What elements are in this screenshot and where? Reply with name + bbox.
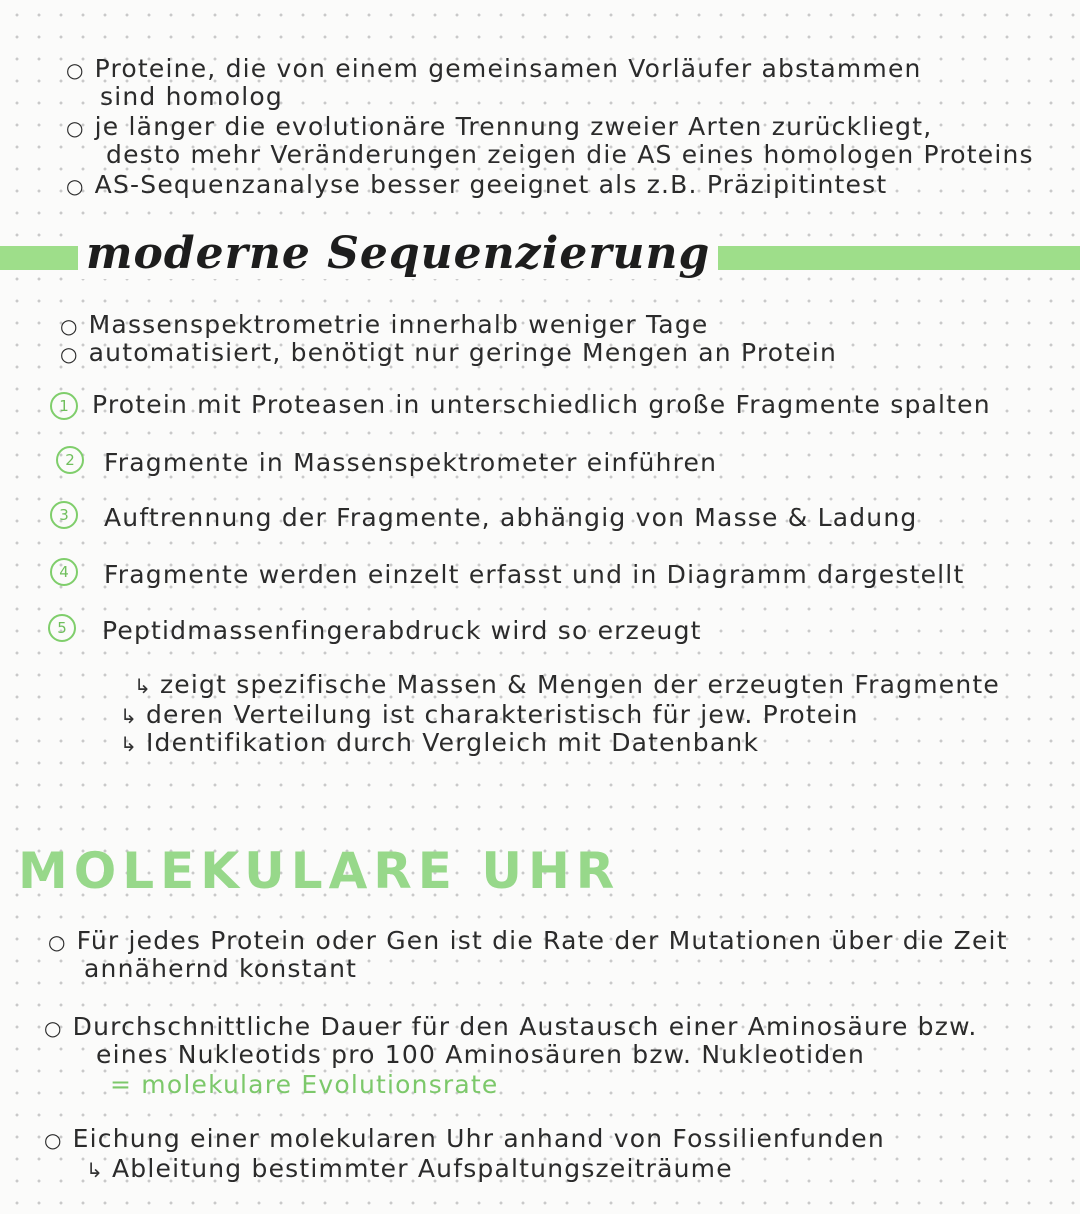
step-number-4-icon: 4 xyxy=(50,558,78,586)
hooked-arrow-icon: ↳ xyxy=(134,674,152,698)
open-circle-bullet-icon: ○ xyxy=(66,58,85,82)
intro-bullet-2-cont: desto mehr Veränderungen zeigen die AS eines homologen Proteins xyxy=(106,140,1034,169)
hooked-arrow-icon: ↳ xyxy=(120,704,138,728)
step-number-5-icon: 5 xyxy=(48,614,76,642)
hooked-arrow-icon: ↳ xyxy=(120,732,138,756)
section2-bullet-1-cont: annähernd konstant xyxy=(84,954,358,983)
section2-bullet-1: ○ Für jedes Protein oder Gen ist die Rate der Mutationen über die Zeit xyxy=(48,926,1008,955)
section1-bullet-1: ○ Massenspektrometrie innerhalb weniger Tage xyxy=(60,310,709,339)
step-number-2-icon: 2 xyxy=(56,446,84,474)
section-heading-molekulare-uhr: MOLEKULARE UHR xyxy=(18,842,621,900)
step-2-text: Fragmente in Massenspektrometer einführen xyxy=(104,448,718,477)
section2-bullet-2-cont: eines Nukleotids pro 100 Aminosäuren bzw. Nukleotiden xyxy=(96,1040,866,1069)
open-circle-bullet-icon: ○ xyxy=(60,342,79,366)
molekulare-evolutionsrate-definition: = molekulare Evolutionsrate xyxy=(110,1070,499,1099)
section1-bullet-2: ○ automatisiert, benötigt nur geringe Mengen an Protein xyxy=(60,338,838,367)
open-circle-bullet-icon: ○ xyxy=(66,174,85,198)
section2-bullet-3-sub: ↳ Ableitung bestimmter Aufspaltungszeiträume xyxy=(86,1154,733,1183)
section2-bullet-2: ○ Durchschnittliche Dauer für den Austausch einer Aminosäure bzw. xyxy=(44,1012,978,1041)
step-5-text: Peptidmassenfingerabdruck wird so erzeugt xyxy=(102,616,702,645)
section-heading-moderne-sequenzierung: moderne Sequenzierung xyxy=(78,228,718,279)
open-circle-bullet-icon: ○ xyxy=(60,314,79,338)
open-circle-bullet-icon: ○ xyxy=(44,1016,63,1040)
intro-bullet-1-cont: sind homolog xyxy=(100,82,283,111)
step-4-text: Fragmente werden einzelt erfasst und in Diagramm dargestellt xyxy=(104,560,965,589)
open-circle-bullet-icon: ○ xyxy=(66,116,85,140)
intro-bullet-2: ○ je länger die evolutionäre Trennung zweier Arten zurückliegt, xyxy=(66,112,933,141)
step-number-3-icon: 3 xyxy=(50,501,78,529)
subpoint-2: ↳ deren Verteilung ist charakteristisch für jew. Protein xyxy=(120,700,859,729)
step-3-text: Auftrennung der Fragmente, abhängig von Masse & Ladung xyxy=(104,503,918,532)
subpoint-1: ↳ zeigt spezifische Massen & Mengen der erzeugten Fragmente xyxy=(134,670,1000,699)
step-1-text: Protein mit Proteasen in unterschiedlich große Fragmente spalten xyxy=(92,390,991,419)
open-circle-bullet-icon: ○ xyxy=(44,1128,63,1152)
intro-bullet-3: ○ AS-Sequenzanalyse besser geeignet als z.B. Präzipitintest xyxy=(66,170,888,199)
section2-bullet-3: ○ Eichung einer molekularen Uhr anhand von Fossilienfunden xyxy=(44,1124,885,1153)
hooked-arrow-icon: ↳ xyxy=(86,1158,104,1182)
intro-bullet-1: ○ Proteine, die von einem gemeinsamen Vorläufer abstammen xyxy=(66,54,922,83)
step-number-1-icon: 1 xyxy=(50,392,78,420)
subpoint-3: ↳ Identifikation durch Vergleich mit Datenbank xyxy=(120,728,760,757)
open-circle-bullet-icon: ○ xyxy=(48,930,67,954)
